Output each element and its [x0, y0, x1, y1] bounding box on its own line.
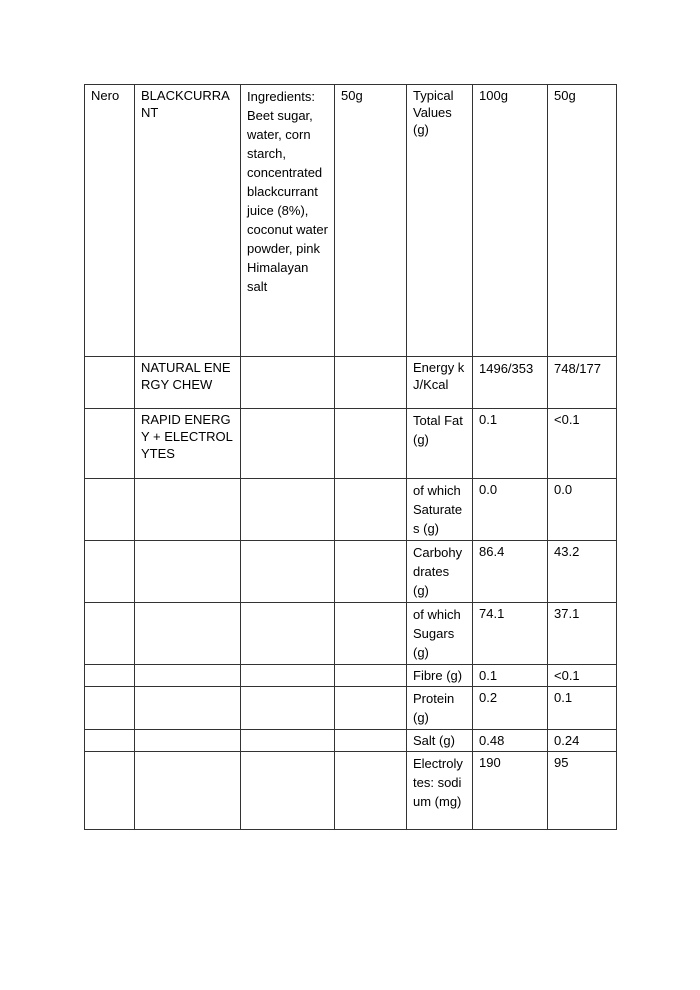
- empty-cell: [85, 479, 135, 541]
- empty-cell: [335, 687, 407, 730]
- empty-cell: [335, 752, 407, 830]
- nutrient-cell: Electrolytes: sodium (mg): [407, 752, 473, 830]
- product-info-cell: [135, 479, 241, 541]
- product-info-cell: [135, 687, 241, 730]
- per-100g-cell: 0.1: [473, 409, 548, 479]
- empty-cell: [85, 730, 135, 752]
- nutrient-header-cell: Typical Values (g): [407, 85, 473, 357]
- pack-size-cell: 50g: [335, 85, 407, 357]
- per-100g-cell: 74.1: [473, 603, 548, 665]
- table-row: [85, 603, 617, 665]
- nutrient-cell: of which Sugars (g): [407, 603, 473, 665]
- empty-cell: [335, 357, 407, 409]
- per-50g-cell: 0.1: [548, 687, 617, 730]
- per-100g-cell: 190: [473, 752, 548, 830]
- per-50g-cell: <0.1: [548, 665, 617, 687]
- empty-cell: [241, 730, 335, 752]
- per-100g-cell: 0.48: [473, 730, 548, 752]
- table-row: [85, 730, 617, 752]
- nutrient-cell: Protein (g): [407, 687, 473, 730]
- product-info-cell: [135, 730, 241, 752]
- per-100g-cell: 1496/353: [473, 357, 548, 409]
- empty-cell: [335, 541, 407, 603]
- per-50g-cell: <0.1: [548, 409, 617, 479]
- empty-cell: [241, 409, 335, 479]
- nutrient-cell: Energy kJ/Kcal: [407, 357, 473, 409]
- empty-cell: [241, 357, 335, 409]
- product-info-cell: NATURAL ENERGY CHEW: [135, 357, 241, 409]
- flavour-cell: BLACKCURRANT: [135, 85, 241, 357]
- empty-cell: [85, 752, 135, 830]
- table-row: [85, 479, 617, 541]
- empty-cell: [241, 665, 335, 687]
- table-row: [85, 409, 617, 479]
- nutrient-cell: Fibre (g): [407, 665, 473, 687]
- empty-cell: [241, 541, 335, 603]
- empty-cell: [241, 603, 335, 665]
- empty-cell: [241, 479, 335, 541]
- table-row: [85, 357, 617, 409]
- ingredients-cell: Ingredients: Beet sugar, water, corn starch, concentrated blackcurrant juice (8%), coconut water powder, pink Himalayan salt: [241, 85, 335, 357]
- empty-cell: [335, 730, 407, 752]
- nutrient-cell: Carbohydrates (g): [407, 541, 473, 603]
- nutrition-table: [84, 84, 617, 830]
- per-50g-cell: 0.24: [548, 730, 617, 752]
- table-row: [85, 752, 617, 830]
- nutrient-cell: Salt (g): [407, 730, 473, 752]
- per-100g-cell: 86.4: [473, 541, 548, 603]
- per-100g-header-cell: 100g: [473, 85, 548, 357]
- per-100g-cell: 0.1: [473, 665, 548, 687]
- per-100g-cell: 0.0: [473, 479, 548, 541]
- empty-cell: [335, 409, 407, 479]
- per-50g-header-cell: 50g: [548, 85, 617, 357]
- empty-cell: [85, 409, 135, 479]
- product-info-cell: RAPID ENERGY + ELECTROLYTES: [135, 409, 241, 479]
- per-50g-cell: 0.0: [548, 479, 617, 541]
- brand-cell: Nero: [85, 85, 135, 357]
- empty-cell: [241, 752, 335, 830]
- empty-cell: [85, 603, 135, 665]
- empty-cell: [85, 541, 135, 603]
- empty-cell: [335, 603, 407, 665]
- table-row: [85, 665, 617, 687]
- empty-cell: [85, 357, 135, 409]
- table-row: [85, 687, 617, 730]
- empty-cell: [241, 687, 335, 730]
- empty-cell: [85, 687, 135, 730]
- table-row: [85, 85, 617, 357]
- empty-cell: [335, 479, 407, 541]
- empty-cell: [335, 665, 407, 687]
- table-row: [85, 541, 617, 603]
- empty-cell: [85, 665, 135, 687]
- nutrient-cell: Total Fat (g): [407, 409, 473, 479]
- nutrient-cell: of which Saturates (g): [407, 479, 473, 541]
- product-info-cell: [135, 541, 241, 603]
- per-50g-cell: 95: [548, 752, 617, 830]
- per-100g-cell: 0.2: [473, 687, 548, 730]
- product-info-cell: [135, 603, 241, 665]
- product-info-cell: [135, 752, 241, 830]
- per-50g-cell: 43.2: [548, 541, 617, 603]
- per-50g-cell: 37.1: [548, 603, 617, 665]
- per-50g-cell: 748/177: [548, 357, 617, 409]
- product-info-cell: [135, 665, 241, 687]
